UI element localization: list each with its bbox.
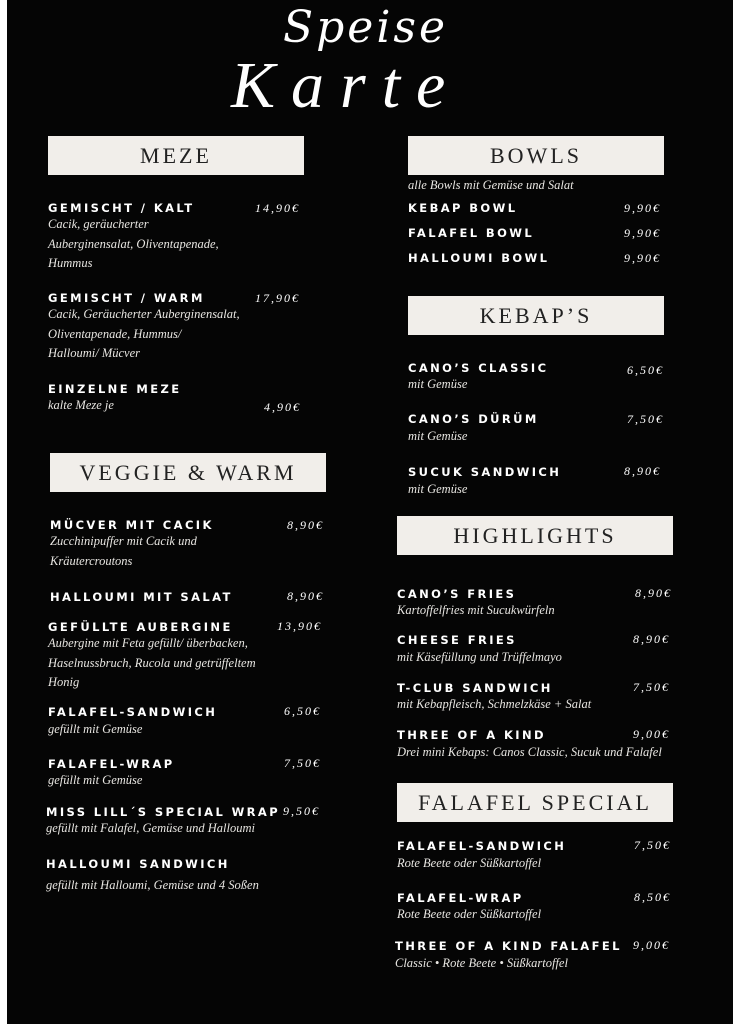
menu-item-name: GEMISCHT / WARM	[48, 291, 205, 305]
menu-item-desc: mit Käsefüllung und Trüffelmayo	[397, 650, 562, 664]
menu-item-price: 7,50€	[633, 680, 670, 694]
menu-item-name: MÜCVER MIT CACIK	[50, 518, 214, 532]
menu-item-name: FALAFEL-SANDWICH	[397, 839, 567, 853]
menu-item-name: MISS LILL´S SPECIAL WRAP	[46, 805, 281, 819]
title-main: Karte	[231, 49, 462, 122]
menu-item-desc: gefüllt mit Halloumi, Gemüse und 4 Soßen	[46, 878, 259, 892]
menu-item-price: 8,90€	[624, 464, 661, 478]
menu-item-desc: kalte Meze je	[48, 398, 114, 412]
menu-item-name: EINZELNE MEZE	[48, 382, 182, 396]
menu-item-name: GEMISCHT / KALT	[48, 201, 195, 215]
menu-item-desc: Rote Beete oder Süßkartoffel	[397, 856, 542, 870]
menu-item-name: HALLOUMI SANDWICH	[46, 857, 230, 871]
menu-item-price: 7,50€	[634, 838, 671, 852]
menu-item-name: CHEESE FRIES	[397, 633, 517, 647]
menu-item-price: 7,50€	[627, 412, 664, 426]
section-header-meze: MEZE	[48, 136, 304, 175]
section-header-bowls: BOWLS	[408, 136, 664, 175]
menu-item-name: CANO’S FRIES	[397, 587, 517, 601]
menu-item-name: SUCUK SANDWICH	[408, 465, 562, 479]
menu-item-name: T-CLUB SANDWICH	[397, 681, 553, 695]
menu-item-desc: Kartoffelfries mit Sucukwürfeln	[397, 603, 555, 617]
menu-item-desc: Zucchinipuffer mit Cacik und Kräutercroutons	[50, 534, 197, 568]
menu-item-price: 7,50€	[284, 756, 321, 770]
menu-item-desc: Drei mini Kebaps: Canos Classic, Sucuk und Falafel	[397, 745, 662, 759]
menu-item-name: FALAFEL-WRAP	[397, 891, 524, 905]
section-header-falafel: FALAFEL SPECIAL	[397, 783, 673, 822]
menu-item-name: FALAFEL-WRAP	[48, 757, 175, 771]
menu-item-desc: mit Gemüse	[408, 429, 468, 443]
menu-item-price: 6,50€	[284, 704, 321, 718]
menu-item-price: 9,50€	[283, 804, 320, 818]
menu-item-name: THREE OF A KIND FALAFEL	[395, 939, 622, 953]
menu-item-price: 8,90€	[287, 589, 324, 603]
menu-item-desc: gefüllt mit Gemüse	[48, 722, 143, 736]
section-header-veggie: VEGGIE & WARM	[50, 453, 326, 492]
menu-item-desc: mit Kebapfleisch, Schmelzkäse + Salat	[397, 697, 592, 711]
menu-item-desc: Classic • Rote Beete • Süßkartoffel	[395, 956, 568, 970]
menu-item-name: HALLOUMI BOWL	[408, 251, 550, 265]
menu-item-price: 9,90€	[624, 251, 661, 265]
menu-item-desc: Rote Beete oder Süßkartoffel	[397, 907, 542, 921]
bowls-note: alle Bowls mit Gemüse und Salat	[408, 178, 574, 192]
menu-item-name: GEFÜLLTE AUBERGINE	[48, 620, 233, 634]
menu-item-price: 9,00€	[633, 727, 670, 741]
menu-item-price: 8,90€	[633, 632, 670, 646]
menu-item-price: 4,90€	[264, 400, 301, 414]
menu-item-name: FALAFEL BOWL	[408, 226, 535, 240]
menu-item-price: 17,90€	[255, 291, 300, 305]
menu-item-price: 6,50€	[627, 363, 664, 377]
menu-item-desc: gefüllt mit Falafel, Gemüse und Halloumi	[46, 821, 256, 835]
menu-item-price: 8,90€	[635, 586, 672, 600]
title-script: Speise	[283, 2, 449, 53]
menu-item-name: FALAFEL-SANDWICH	[48, 705, 218, 719]
menu-item-desc: Aubergine mit Feta gefüllt/ überbacken, Haselnussbruch, Rucola und getrüffeltem Honig	[48, 636, 256, 689]
menu-item-name: CANO’S DÜRÜM	[408, 412, 539, 426]
menu-item-name: KEBAP BOWL	[408, 201, 518, 215]
menu-item-name: THREE OF A KIND	[397, 728, 546, 742]
section-header-highlights: HIGHLIGHTS	[397, 516, 673, 555]
menu-item-desc: gefüllt mit Gemüse	[48, 773, 143, 787]
menu-item-price: 9,90€	[624, 226, 661, 240]
menu-item-price: 9,90€	[624, 201, 661, 215]
menu-item-desc: Cacik, geräucherter Auberginensalat, Oliventapenade, Hummus	[48, 217, 219, 270]
menu-item-name: CANO’S CLASSIC	[408, 361, 549, 375]
menu-item-price: 8,50€	[634, 890, 671, 904]
menu-item-price: 14,90€	[255, 201, 300, 215]
menu-item-price: 13,90€	[277, 619, 322, 633]
menu-item-name: HALLOUMI MIT SALAT	[50, 590, 233, 604]
menu-item-desc: mit Gemüse	[408, 482, 468, 496]
section-header-kebaps: KEBAP’S	[408, 296, 664, 335]
menu-item-price: 9,00€	[633, 938, 670, 952]
menu-item-desc: Cacik, Geräucherter Auberginensalat, Oliventapenade, Hummus/ Halloumi/ Mücver	[48, 307, 240, 360]
menu-item-price: 8,90€	[287, 518, 324, 532]
menu-item-desc: mit Gemüse	[408, 377, 468, 391]
menu-page	[7, 0, 733, 1024]
